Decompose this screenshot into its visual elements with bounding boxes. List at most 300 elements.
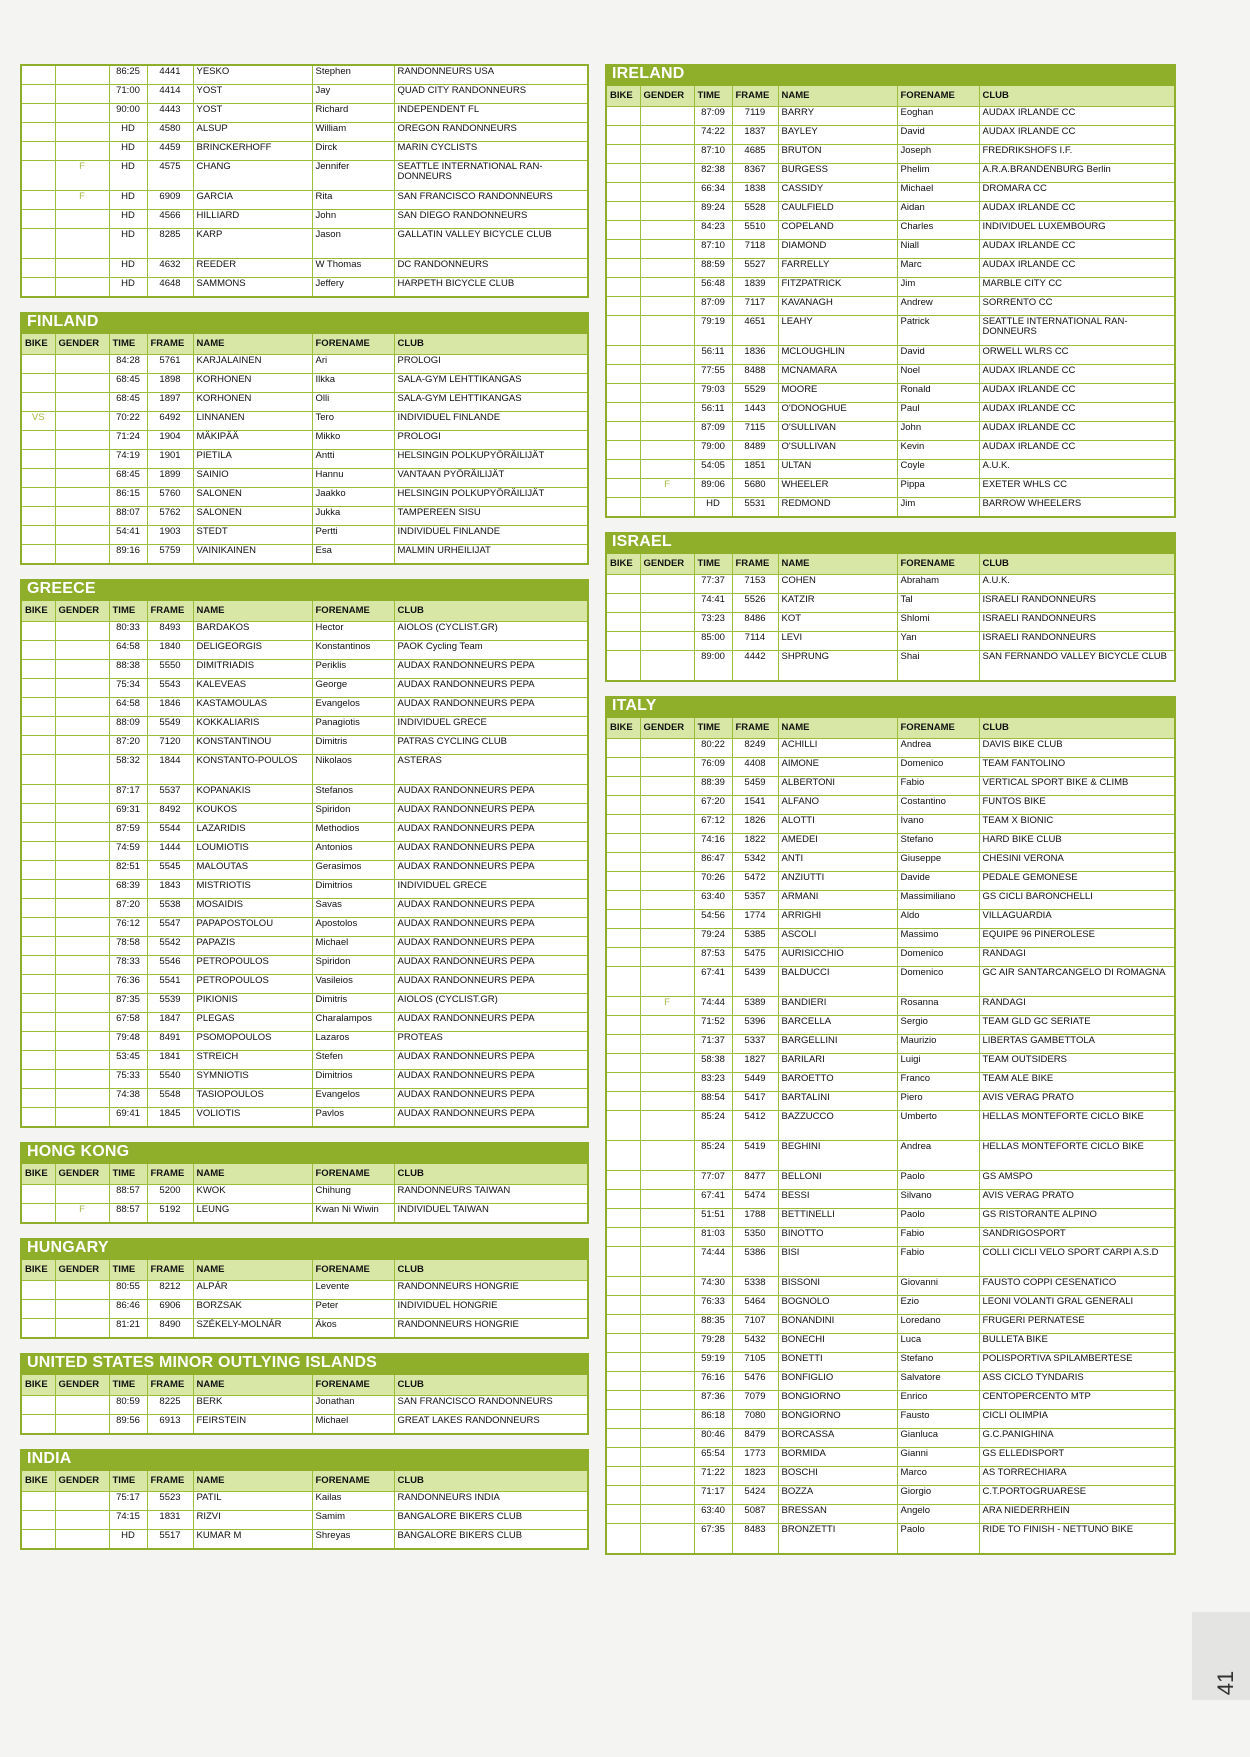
cell-frame: 8225 [147, 1396, 193, 1415]
cell-name: ACHILLI [778, 739, 897, 758]
cell-name: SZÉKELY-MOLNÁR [193, 1319, 312, 1339]
cell-name: BORMIDA [778, 1448, 897, 1467]
cell-bike [606, 202, 640, 221]
cell-name: CAULFIELD [778, 202, 897, 221]
cell-frame: 5200 [147, 1185, 193, 1204]
cell-club: ARA NIEDERRHEIN [979, 1505, 1175, 1524]
table-row [606, 796, 1175, 815]
cell-time: 66:34 [694, 183, 732, 202]
cell-bike [21, 956, 55, 975]
results-table [20, 1469, 589, 1550]
table-row [21, 1089, 588, 1108]
cell-name: MÄKIPÄÄ [193, 431, 312, 450]
cell-name: BRUTON [778, 145, 897, 164]
cell-frame: 5386 [732, 1247, 778, 1277]
cell-club: INDEPENDENT FL [394, 104, 588, 123]
cell-time: 65:54 [694, 1448, 732, 1467]
cell-time: 73:23 [694, 613, 732, 632]
table-header-row [606, 85, 1175, 107]
cell-club: MARBLE CITY CC [979, 278, 1175, 297]
cell-club: PATRAS CYCLING CLUB [394, 736, 588, 755]
cell-name: ASCOLI [778, 929, 897, 948]
cell-name: LEAHY [778, 316, 897, 346]
column-header-name: NAME [778, 85, 897, 107]
cell-time: 86:47 [694, 853, 732, 872]
cell-gender [55, 956, 109, 975]
cell-time: 58:32 [109, 755, 147, 785]
cell-club: DC RANDONNEURS [394, 259, 588, 278]
cell-forename: Davide [897, 872, 979, 891]
column-header-bike: BIKE [21, 600, 55, 622]
cell-gender [640, 422, 694, 441]
table-row [606, 967, 1175, 997]
table-row [606, 758, 1175, 777]
cell-gender [640, 346, 694, 365]
cell-bike [606, 460, 640, 479]
cell-name: KOKKALIARIS [193, 717, 312, 736]
table-row [21, 842, 588, 861]
column-header-club: CLUB [394, 1163, 588, 1185]
cell-name: KARJALAINEN [193, 355, 312, 374]
cell-club: A.R.A.BRANDENBURG Berlin [979, 164, 1175, 183]
cell-name: ALSUP [193, 123, 312, 142]
cell-frame: 5762 [147, 507, 193, 526]
cell-time: 78:33 [109, 956, 147, 975]
cell-forename: Jason [312, 229, 394, 259]
cell-time: 87:20 [109, 736, 147, 755]
cell-bike [606, 1315, 640, 1334]
cell-gender [55, 937, 109, 956]
cell-gender [55, 622, 109, 641]
cell-gender [55, 123, 109, 142]
cell-gender [640, 1486, 694, 1505]
cell-bike [606, 422, 640, 441]
cell-frame: 6906 [147, 1300, 193, 1319]
cell-frame: 8367 [732, 164, 778, 183]
cell-forename: Giuseppe [897, 853, 979, 872]
column-header-time: TIME [109, 1259, 147, 1281]
table-row [606, 651, 1175, 682]
table-row [21, 1051, 588, 1070]
cell-club: TEAM GLD GC SERIATE [979, 1016, 1175, 1035]
cell-forename: Eoghan [897, 107, 979, 126]
cell-club: GS ELLEDISPORT [979, 1448, 1175, 1467]
cell-club: PROTEAS [394, 1032, 588, 1051]
cell-forename: Marc [897, 259, 979, 278]
cell-bike [21, 717, 55, 736]
table-row [21, 918, 588, 937]
cell-time: 87:09 [694, 107, 732, 126]
cell-frame: 1826 [732, 815, 778, 834]
cell-forename: Mikko [312, 431, 394, 450]
column-header-frame: FRAME [732, 85, 778, 107]
cell-gender [640, 815, 694, 834]
cell-forename: Giorgio [897, 1486, 979, 1505]
cell-time: 64:58 [109, 641, 147, 660]
cell-frame: 8212 [147, 1281, 193, 1300]
cell-bike [606, 1334, 640, 1353]
cell-gender [640, 1334, 694, 1353]
cell-name: BURGESS [778, 164, 897, 183]
cell-club: AUDAX RANDONNEURS PEPA [394, 1051, 588, 1070]
cell-bike [21, 1300, 55, 1319]
cell-bike [606, 777, 640, 796]
cell-gender [640, 1296, 694, 1315]
cell-frame: 8493 [147, 622, 193, 641]
cell-bike [21, 355, 55, 374]
cell-frame: 5550 [147, 660, 193, 679]
cell-name: BAYLEY [778, 126, 897, 145]
column-header-gender: GENDER [55, 1470, 109, 1492]
cell-forename: Richard [312, 104, 394, 123]
cell-gender [640, 758, 694, 777]
table-row [21, 994, 588, 1013]
cell-time: 83:23 [694, 1073, 732, 1092]
cell-time: 87:17 [109, 785, 147, 804]
cell-forename: Ronald [897, 384, 979, 403]
cell-club: RANDONNEURS INDIA [394, 1492, 588, 1511]
cell-frame: 5761 [147, 355, 193, 374]
cell-forename: Nikolaos [312, 755, 394, 785]
cell-time: 87:35 [109, 994, 147, 1013]
cell-name: BONETTI [778, 1353, 897, 1372]
cell-frame: 1788 [732, 1209, 778, 1228]
cell-gender [640, 240, 694, 259]
cell-name: PAPAPOSTOLOU [193, 918, 312, 937]
cell-forename: Salvatore [897, 1372, 979, 1391]
cell-bike [21, 1415, 55, 1435]
cell-frame: 1443 [732, 403, 778, 422]
cell-name: BERK [193, 1396, 312, 1415]
table-row [21, 1108, 588, 1128]
cell-name: CASSIDY [778, 183, 897, 202]
cell-bike [606, 967, 640, 997]
section-hong-kong [20, 1142, 589, 1224]
cell-club: MARIN CYCLISTS [394, 142, 588, 161]
cell-name: YOST [193, 85, 312, 104]
cell-frame: 7079 [732, 1391, 778, 1410]
cell-forename: Gerasimos [312, 861, 394, 880]
cell-forename: Andrea [897, 739, 979, 758]
table-row [606, 297, 1175, 316]
cell-forename: Kevin [897, 441, 979, 460]
cell-name: BARILARI [778, 1054, 897, 1073]
cell-name: PETROPOULOS [193, 975, 312, 994]
cell-club: RANDONNEURS USA [394, 65, 588, 85]
cell-forename: Patrick [897, 316, 979, 346]
cell-name: VAINIKAINEN [193, 545, 312, 565]
cell-club: AUDAX IRLANDE CC [979, 202, 1175, 221]
cell-frame: 5527 [732, 259, 778, 278]
cell-bike [606, 1505, 640, 1524]
cell-bike [606, 278, 640, 297]
cell-frame: 1838 [732, 183, 778, 202]
cell-frame: 5342 [732, 853, 778, 872]
cell-time: 69:31 [109, 804, 147, 823]
cell-forename: Apostolos [312, 918, 394, 937]
cell-frame: 1904 [147, 431, 193, 450]
cell-bike [606, 853, 640, 872]
results-table [605, 84, 1176, 518]
table-row [606, 202, 1175, 221]
cell-forename: Costantino [897, 796, 979, 815]
cell-club: VILLAGUARDIA [979, 910, 1175, 929]
column-header-name: NAME [193, 1259, 312, 1281]
column-header-bike: BIKE [21, 1374, 55, 1396]
cell-bike [21, 755, 55, 785]
cell-bike [606, 948, 640, 967]
cell-time: 53:45 [109, 1051, 147, 1070]
cell-time: 80:59 [109, 1396, 147, 1415]
results-table [20, 599, 589, 1128]
cell-name: KASTAMOULAS [193, 698, 312, 717]
cell-forename: Ilkka [312, 374, 394, 393]
cell-forename: Yan [897, 632, 979, 651]
cell-time: 74:22 [694, 126, 732, 145]
cell-time: 79:28 [694, 1334, 732, 1353]
column-header-club: CLUB [979, 85, 1175, 107]
cell-gender [55, 1281, 109, 1300]
cell-gender: F [55, 191, 109, 210]
cell-gender [640, 1171, 694, 1190]
cell-frame: 5526 [732, 594, 778, 613]
cell-forename: Sergio [897, 1016, 979, 1035]
cell-forename: Pertti [312, 526, 394, 545]
table-row [606, 316, 1175, 346]
cell-forename: Tal [897, 594, 979, 613]
cell-club: AVIS VERAG PRATO [979, 1190, 1175, 1209]
cell-bike [21, 278, 55, 298]
cell-frame: 6909 [147, 191, 193, 210]
table-row [606, 1334, 1175, 1353]
cell-bike [606, 929, 640, 948]
cell-club: HARPETH BICYCLE CLUB [394, 278, 588, 298]
table-row [606, 1429, 1175, 1448]
cell-club: DAVIS BIKE CLUB [979, 739, 1175, 758]
cell-name: KOT [778, 613, 897, 632]
cell-forename: John [897, 422, 979, 441]
cell-name: KORHONEN [193, 393, 312, 412]
cell-frame: 7107 [732, 1315, 778, 1334]
cell-time: 74:41 [694, 594, 732, 613]
column-header-forename: FORENAME [897, 85, 979, 107]
cell-club: AUDAX IRLANDE CC [979, 240, 1175, 259]
cell-time: 59:19 [694, 1353, 732, 1372]
cell-bike [606, 632, 640, 651]
cell-forename: Chihung [312, 1185, 394, 1204]
cell-frame: 6492 [147, 412, 193, 431]
cell-forename: Andrew [897, 297, 979, 316]
cell-bike [606, 1486, 640, 1505]
cell-name: KWOK [193, 1185, 312, 1204]
cell-frame: 1444 [147, 842, 193, 861]
section-italy [605, 696, 1176, 1555]
cell-time: 71:00 [109, 85, 147, 104]
cell-name: BAROETTO [778, 1073, 897, 1092]
cell-name: BONGIORNO [778, 1410, 897, 1429]
cell-gender [55, 374, 109, 393]
cell-gender [640, 1429, 694, 1448]
cell-forename: Savas [312, 899, 394, 918]
cell-gender [640, 145, 694, 164]
cell-club: AUDAX RANDONNEURS PEPA [394, 1108, 588, 1128]
cell-gender [640, 384, 694, 403]
table-row [606, 498, 1175, 518]
table-row [606, 1141, 1175, 1171]
cell-club: ORWELL WLRS CC [979, 346, 1175, 365]
cell-bike [21, 507, 55, 526]
cell-club: RANDONNEURS HONGRIE [394, 1319, 588, 1339]
cell-frame: 5396 [732, 1016, 778, 1035]
table-row [21, 469, 588, 488]
cell-name: SHPRUNG [778, 651, 897, 682]
cell-forename: George [312, 679, 394, 698]
section-title: FINLAND [20, 312, 589, 332]
cell-frame: 1844 [147, 755, 193, 785]
cell-club: PAOK Cycling Team [394, 641, 588, 660]
cell-time: 71:24 [109, 431, 147, 450]
cell-frame: 5476 [732, 1372, 778, 1391]
table-row [21, 1300, 588, 1319]
cell-club: AUDAX RANDONNEURS PEPA [394, 823, 588, 842]
cell-time: 71:22 [694, 1467, 732, 1486]
cell-name: BORCASSA [778, 1429, 897, 1448]
cell-bike [21, 374, 55, 393]
cell-name: BEGHINI [778, 1141, 897, 1171]
cell-name: BANDIERI [778, 997, 897, 1016]
column-header-name: NAME [778, 717, 897, 739]
cell-bike [606, 365, 640, 384]
section-title: GREECE [20, 579, 589, 599]
table-row [606, 346, 1175, 365]
table-row [606, 422, 1175, 441]
cell-name: BALDUCCI [778, 967, 897, 997]
table-row [606, 259, 1175, 278]
cell-frame: 4685 [732, 145, 778, 164]
cell-club: HELLAS MONTEFORTE CICLO BIKE [979, 1111, 1175, 1141]
cell-gender [640, 1353, 694, 1372]
cell-forename: Aidan [897, 202, 979, 221]
cell-frame: 5547 [147, 918, 193, 937]
cell-frame: 1823 [732, 1467, 778, 1486]
cell-time: 63:40 [694, 1505, 732, 1524]
cell-forename: Jay [312, 85, 394, 104]
cell-time: 81:03 [694, 1228, 732, 1247]
cell-name: RIZVI [193, 1511, 312, 1530]
cell-forename: Peter [312, 1300, 394, 1319]
table-row [606, 221, 1175, 240]
table-row [606, 278, 1175, 297]
cell-gender [640, 1247, 694, 1277]
cell-gender [640, 297, 694, 316]
column-header-forename: FORENAME [312, 1470, 394, 1492]
table-row [606, 107, 1175, 126]
cell-gender [55, 1511, 109, 1530]
cell-gender [55, 641, 109, 660]
column-header-frame: FRAME [147, 1259, 193, 1281]
cell-frame: 4648 [147, 278, 193, 298]
cell-frame: 8488 [732, 365, 778, 384]
column-header-bike: BIKE [21, 1470, 55, 1492]
cell-club: INDIVIDUEL GRECE [394, 880, 588, 899]
section-title: ITALY [605, 696, 1176, 716]
cell-bike [606, 594, 640, 613]
cell-gender [640, 1505, 694, 1524]
cell-gender [640, 1277, 694, 1296]
cell-forename: Silvano [897, 1190, 979, 1209]
cell-bike [606, 1296, 640, 1315]
table-row [21, 1396, 588, 1415]
cell-forename: Michael [312, 1415, 394, 1435]
table-row [606, 164, 1175, 183]
cell-bike [606, 1353, 640, 1372]
cell-club: FRUGERI PERNATESE [979, 1315, 1175, 1334]
cell-time: 80:33 [109, 622, 147, 641]
cell-frame: 1822 [732, 834, 778, 853]
cell-forename: Fabio [897, 1247, 979, 1277]
cell-forename: Jim [897, 498, 979, 518]
cell-gender [55, 880, 109, 899]
cell-name: KORHONEN [193, 374, 312, 393]
cell-frame: 5412 [732, 1111, 778, 1141]
table-header-row [21, 1259, 588, 1281]
cell-bike [606, 1448, 640, 1467]
table-row [21, 717, 588, 736]
cell-gender [55, 698, 109, 717]
cell-frame: 5549 [147, 717, 193, 736]
cell-forename: Dimitris [312, 994, 394, 1013]
cell-name: BONGIORNO [778, 1391, 897, 1410]
section-finland [20, 312, 589, 565]
cell-time: 88:09 [109, 717, 147, 736]
cell-forename: Paul [897, 403, 979, 422]
table-row [606, 910, 1175, 929]
cell-time: 88:57 [109, 1185, 147, 1204]
cell-time: 74:44 [694, 1247, 732, 1277]
cell-bike [606, 910, 640, 929]
cell-name: PAPAZIS [193, 937, 312, 956]
cell-gender [55, 431, 109, 450]
table-row [21, 956, 588, 975]
cell-forename: Jennifer [312, 161, 394, 191]
cell-time: 88:07 [109, 507, 147, 526]
cell-forename: Paolo [897, 1209, 979, 1228]
cell-frame: 4442 [732, 651, 778, 682]
table-row [21, 1032, 588, 1051]
cell-club: AUDAX IRLANDE CC [979, 259, 1175, 278]
cell-name: BONFIGLIO [778, 1372, 897, 1391]
table-row [606, 594, 1175, 613]
cell-name: KONSTANTO-POULOS [193, 755, 312, 785]
cell-bike [21, 1511, 55, 1530]
cell-bike [21, 937, 55, 956]
cell-forename: Fabio [897, 777, 979, 796]
cell-time: 54:05 [694, 460, 732, 479]
cell-forename: Michael [897, 183, 979, 202]
column-header-bike: BIKE [606, 85, 640, 107]
section-title: IRELAND [605, 64, 1176, 84]
cell-name: BELLONI [778, 1171, 897, 1190]
cell-gender [640, 460, 694, 479]
cell-time: 74:38 [109, 1089, 147, 1108]
cell-gender [55, 488, 109, 507]
cell-frame: 5419 [732, 1141, 778, 1171]
cell-gender [55, 755, 109, 785]
cell-name: BETTINELLI [778, 1209, 897, 1228]
cell-club: HARD BIKE CLUB [979, 834, 1175, 853]
cell-bike [606, 997, 640, 1016]
cell-gender [55, 918, 109, 937]
